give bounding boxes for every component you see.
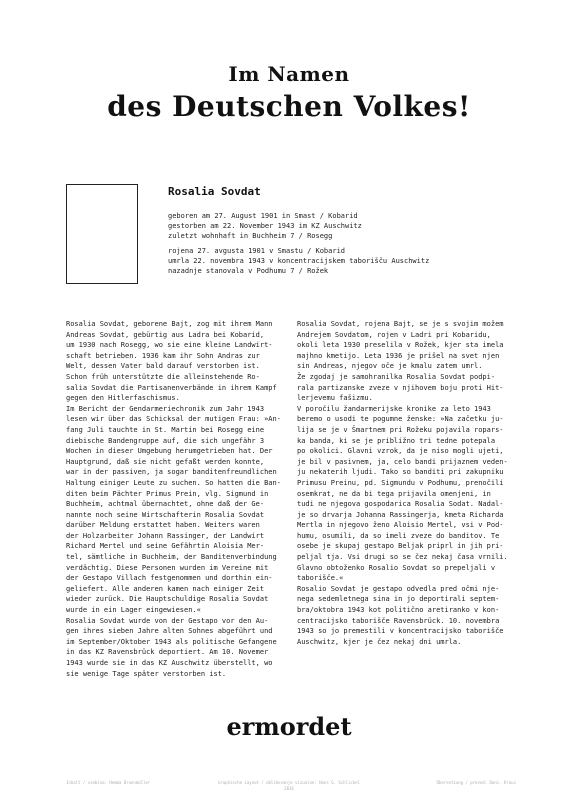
text-line: Schon früh unterstützte die alleinstehende Ro- <box>66 372 260 381</box>
text-line: Andreas Sovdat, gebürtig aus Ladra bei Kobarid, <box>66 330 265 339</box>
text-line: im September/Oktober 1943 als politische Gefangene <box>66 637 277 646</box>
bio-de-born: geboren am 27. August 1901 in Smast / Kobarid <box>168 212 358 220</box>
text-line: Buchheim, achtmal übernachtet, ohne daß der Ge- <box>66 500 265 509</box>
text-line: lerjevemu fašizmu. <box>297 394 373 403</box>
text-line: in das KZ Ravensbrück deportiert. Am 10. Novemer <box>66 648 269 657</box>
text-line: diten beim Pächter Primus Prein, vlg. Sigmund in <box>66 489 269 498</box>
text-line: sie wenige Tage später verstorben ist. <box>66 669 227 678</box>
text-line: je so drvarja Johanna Rassingerja, kmeta Richarda <box>297 510 504 519</box>
text-line: majhno kmetijo. Leta 1936 je prišel na svet njen <box>297 351 500 360</box>
text-line: je bil v pasivnem, ja, celo bandi prijaznem veden- <box>297 457 508 466</box>
bio-sl-born: rojena 27. avgusta 1901 v Smastu / Kobarid <box>168 247 346 255</box>
text-line: Rosalia Sovdat wurde von der Gestapo vor den Au- <box>66 616 269 625</box>
person-name: Rosalia Sovdat <box>168 185 261 198</box>
text-line: tudi ne njegova gospodarica Rosalia Sodat. Nadal- <box>297 500 504 509</box>
text-line: Wochen in dieser Umgebung herumgetrieben hat. Der <box>66 447 273 456</box>
text-line: der Holzarbeiter Johann Rassinger, der Landwirt <box>66 531 265 540</box>
text-line: wieder zurück. Die Hauptschuldige Rosalia Sovdat <box>66 595 269 604</box>
header-line-2: des Deutschen Volkes! <box>107 90 471 123</box>
text-line: schaft betrieben. 1936 kam ihr Sohn Andras zur <box>66 351 260 360</box>
text-line: diebische Bandengruppe auf, die sich ungefähr 3 <box>66 436 265 445</box>
text-line: Auschwitz, kjer je čez nekaj dni umrla. <box>297 637 462 646</box>
text-line: nega sedemletnega sina in jo deportirali septem- <box>297 595 500 604</box>
bio-slovenian <box>168 246 429 276</box>
text-line: Andrejem Sovdatom, rojen v Ladri pri Kobaridu, <box>297 330 491 339</box>
text-line: Rosalia Sovdat, rojena Bajt, se je s svojim možem <box>297 320 504 328</box>
text-line: war in der passiven, ja sogar banditenfreundlichen <box>66 468 277 477</box>
text-line: lesen wir über das Schicksal der mutigen Frau: »An- <box>66 415 281 424</box>
text-line: lija se je v Šmartnem pri Rožeku pojavila ropars- <box>297 425 504 434</box>
text-line: salia Sovdat die Partisanenverbände in ihrem Kampf <box>66 383 277 392</box>
text-line: nannte noch seine Wirtschafterin Rosalia Sovdat <box>66 510 265 519</box>
text-line: tel, sämtliche in Buchheim, der Banditenverbindung <box>66 553 277 562</box>
text-line: rala partizanske zveze v njihovem boju proti Hit- <box>297 383 504 392</box>
text-line: verdächtig. Diese Personen wurden im Vereine mit <box>66 563 269 572</box>
bio-german <box>168 211 362 241</box>
text-line: Hauptgrund, daß sie nicht gefaßt werden konnte, <box>66 457 265 466</box>
photo-placeholder-frame <box>66 184 138 284</box>
text-line: Primusu Preinu, pd. Sigmundu v Podhumu, prenočili <box>297 478 504 487</box>
text-line: Welt, dessen Vater bald darauf verstorben ist. <box>66 362 260 371</box>
text-line: darüber Meldung erstattet haben. Weiters waren <box>66 521 260 530</box>
text-column-slovenian <box>297 319 521 647</box>
text-line: gen ihres sieben Jahre alten Sohnes abgeführt und <box>66 627 273 636</box>
footer-layout-line: Graphische Layout / oblikovanje vizualne: Hans G. Schlickel <box>217 780 361 785</box>
text-line: 1943 wurde sie in das KZ Auschwitz überstellt, wo <box>66 659 273 667</box>
text-line: V poročilu žandarmerijske kronike za leto 1943 <box>297 404 491 413</box>
text-line: gegen den Hitlerfaschismus. <box>66 394 180 403</box>
text-line: sin Andreas, njegov oče je kmalu zatem umrl. <box>297 362 483 371</box>
text-line: peljal tja. Vsi drugi so se čez nekaj časa vrnili. <box>297 553 508 562</box>
text-line: um 1930 nach Rosegg, wo sie eine kleine Landwirt- <box>66 341 273 350</box>
text-line: centracijsko taborišče Ravensbrück. 10. novembra <box>297 616 500 625</box>
text-line: wurde in ein Lager eingewiesen.« <box>66 606 201 615</box>
text-line: po okolici. Glavni vzrok, da je niso mogli ujeti, <box>297 447 504 456</box>
text-column-german <box>66 319 288 679</box>
footer-year: 2016 <box>284 786 294 791</box>
text-line: der Gestapo Villach festgenommen und dorthin ein- <box>66 574 273 583</box>
bio-de-died: gestorben am 22. November 1943 im KZ Auschwitz <box>168 222 362 230</box>
bio-sl-residence: nazadnje stanovala v Podhumu 7 / Rožek <box>168 267 329 275</box>
text-line: 1943 so jo premestili v koncentracijsko taborišče <box>297 627 504 636</box>
text-line: bra/oktobra 1943 kot politično aretiranko v kon- <box>297 606 500 615</box>
text-line: Haltung einiger Leute zu suchen. So hatten die Ban- <box>66 478 281 487</box>
text-line: osebe je skupaj gestapo Beljak priprl in jih pri- <box>297 542 504 551</box>
text-line: ju nekaterih ljudi. Tako so banditi pri zakupniku <box>297 468 504 477</box>
bio-sl-died: umrla 22. novembra 1943 v koncentracijskem taborišču Auschwitz <box>168 257 430 265</box>
text-line: ka banda, ki se je približno tri tedne potepala <box>297 436 496 445</box>
text-line: Rosalio Sovdat je gestapo odvedla pred očmi nje- <box>297 584 500 593</box>
text-line: Rosalia Sovdat, geborene Bajt, zog mit ihrem Mann <box>66 320 273 328</box>
text-line: Im Bericht der Gendarmeriechronik zum Jahr 1943 <box>66 404 265 413</box>
text-line: Richard Mertel und seine Gefährtin Aloisia Mer- <box>66 542 265 551</box>
footer-credit-translation: Übersetzung / prevod: Dani. Kraus <box>436 780 516 785</box>
text-line: beremo o usodi te pogumne ženske: »Na začetku ju- <box>297 415 504 424</box>
text-line: humu, osumili, da so imeli zveze do banditov. Te <box>297 531 500 540</box>
text-line: geliefert. Alle anderen kamen nach einiger Zeit <box>66 584 265 593</box>
bio-de-residence: zuletzt wohnhaft in Buchheim 7 / Rosegg <box>168 232 333 240</box>
footer-credit-content: Inhalt / vsebina: Hemma Brunnmüller <box>66 780 151 785</box>
text-line: osemkrat, ne da bi tega prijavila omenjeni, in <box>297 489 491 498</box>
text-line: okoli leta 1930 preselila v Rožek, kjer sta imela <box>297 341 504 350</box>
text-line: fang Juli tauchte in St. Martin bei Rosegg eine <box>66 425 265 434</box>
text-line: taborišče.« <box>297 574 344 583</box>
closing-word: ermordet <box>226 712 352 741</box>
text-line: Glavno obtoženko Rosalio Sovdat so prepeljali v <box>297 563 496 572</box>
text-line: Mertla in njegovo ženo Aloisio Mertel, vsi v Pod- <box>297 521 504 530</box>
text-line: Že zgodaj je samohranilka Rosalia Sovdat podpi- <box>297 372 496 381</box>
header-line-1: Im Namen <box>228 62 350 86</box>
